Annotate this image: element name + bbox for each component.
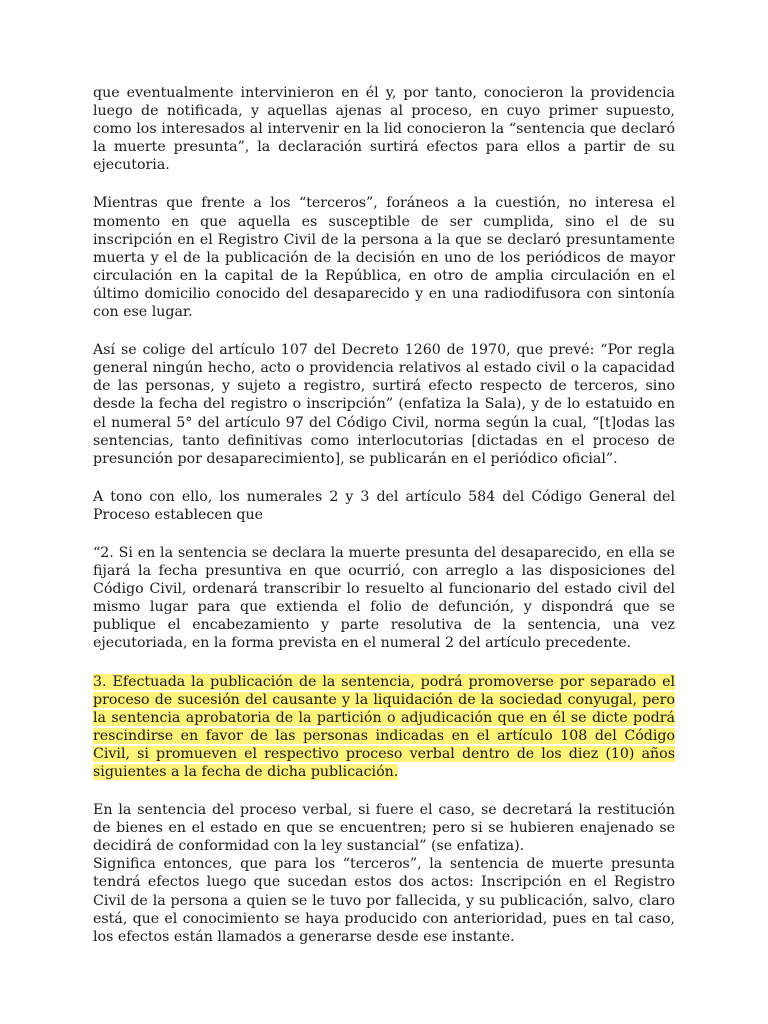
paragraph-2: Mientras que frente a los “terceros”, foráneos a la cuestión, no interesa el momento en que aquella es susceptible de ser cumplida, sino el de su inscripción en el Registro Civil de la persona a la que se declaró presuntamente muerta y el de la publicación de la decisión en uno de los periódicos de mayor circulación en la capital de la República, en otro de amplia circulación en el último domicilio conocido del desaparecido y en una radiodifusora con sintonía con ese lugar. bbox=[93, 195, 675, 321]
paragraph-3: Así se colige del artículo 107 del Decreto 1260 de 1970, que prevé: “Por regla general ningún hecho, acto o providencia relativos al estado civil o la capacidad de las personas, y sujeto a registro, surtirá efecto respecto de terceros, sino desde la fecha del registro o inscripción” (enfatiza la Sala), y de lo estatuido en el numeral 5° del artículo 97 del Código Civil, norma según la cual, “[t]odas las sentencias, tanto definitivas como interlocutorias [dictadas en el proceso de presunción por desaparecimiento], se publicarán en el periódico oficial”. bbox=[93, 342, 675, 467]
paragraph-conclusion: Significa entonces, que para los “terceros”, la sentencia de muerte presunta tendrá efectos luego que sucedan estos dos actos: Inscripción en el Registro Civil de la persona a quien se le tuvo por fallecida, y su publicación, salvo, claro está, que el conocimiento se haya producido con anterioridad, pues en tal caso, los efectos están llamados a generarse desde ese instante. bbox=[93, 856, 675, 945]
paragraph-4: A tono con ello, los numerales 2 y 3 del artículo 584 del Código General del Proceso establecen que bbox=[93, 488, 675, 523]
quote-numeral-3-highlighted bbox=[93, 673, 675, 782]
paragraph-1: que eventualmente intervinieron en él y, por tanto, conocieron la providencia luego de notificada, y aquellas ajenas al proceso, en cuyo primer supuesto, como los interesados al intervenir en la lid conocieron la “sentencia que declaró la muerte presunta”, la declaración surtirá efectos para ellos a partir de su ejecutoria. bbox=[93, 85, 675, 174]
quote-closing: En la sentencia del proceso verbal, si fuere el caso, se decretará la restitución de bienes en el estado en que se encuentren; pero si se hubieren enajenado se decidirá de conformidad con la ley sustancial” (se enfatiza). bbox=[93, 802, 675, 855]
highlighted-text: 3. Efectuada la publicación de la sentencia, podrá promoverse por separado el proceso de sucesión del causante y la liquidación de la sociedad conyugal, pero la sentencia aprobatoria de la partición o adjudicación que en él se dicte podrá rescindirse en favor de las personas indicadas en el artículo 108 del Código Civil, si promueven el respectivo proceso verbal dentro de los diez (10) años siguientes a la fecha de dicha publicación. bbox=[93, 673, 675, 780]
quote-numeral-2: “2. Si en la sentencia se declara la muerte presunta del desaparecido, en ella se fijará la fecha presuntiva en que ocurrió, con arreglo a las disposiciones del Código Civil, ordenará transcribir lo resuelto al funcionario del estado civil del mismo lugar para que extienda el folio de defunción, y dispondrá que se publique el encabezamiento y parte resolutiva de la sentencia, una vez ejecutoriada, en la forma prevista en el numeral 2 del artículo precedente. bbox=[93, 544, 675, 652]
